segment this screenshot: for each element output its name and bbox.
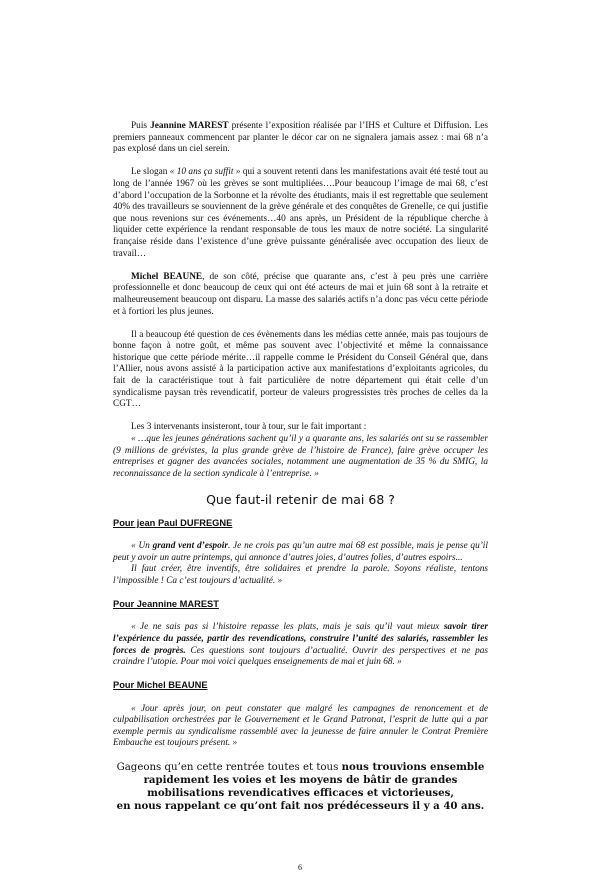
paragraph-intervenants: Les 3 intervenants insisteront, tour à tour, sur le fait important : xyxy=(131,422,367,433)
document-body xyxy=(113,121,488,813)
closing-statement xyxy=(113,761,488,813)
quote-jeunes-generations: « …que les jeunes générations sachent qu’il y a quarante ans, les salariés ont su se rassembler (9 millions de grévistes, la plus grande grève de l’histoire de France), faire grève occuper les entreprises et gagner des avancées sociales, notamment une augmentation de 35 % du SMIG, la reconnaissance de la section syndicale à l’entreprise. » xyxy=(113,434,488,479)
name-beaune: Michel BEAUNE xyxy=(131,271,203,282)
text: « Un xyxy=(131,541,153,552)
speaker-heading-beaune: Pour Michel BEAUNE xyxy=(113,680,208,691)
text: Puis xyxy=(131,121,151,131)
emphasis: savoir tirer l’expérience du passée, partir des revendications, construire l’unité des salariés, rassembler les forces de progrès. xyxy=(113,622,488,656)
slogan: « 10 ans ça suffit » xyxy=(169,167,241,178)
quote-dufregne-2: Il faut créer, être inventifs, être solidaires et prendre la parole. Soyons réaliste, tentons l’impossible ! Ca c’est toujours d’actualité. » xyxy=(113,564,488,586)
text: , de son côté, précise que quarante ans, c’est à peu près une carrière professionnelle et donc beaucoup de ceux qui ont été acteurs de mai et juin 68 sont à la retraite et malheureusement beaucoup ont disparu. La masse des salariés actifs n’a donc pas vécu cette période et à fortiori les plus jeunes. xyxy=(113,271,488,317)
emphasis: grand vent d’espoir xyxy=(152,541,228,552)
quote-marest xyxy=(113,622,488,668)
paragraph-slogan xyxy=(113,167,488,260)
quote-dufregne xyxy=(113,541,488,564)
emphasis: nous trouvions ensemble rapidement les voies et les moyens de bâtir de grandes mobilisations revendicatives efficaces et victorieuses, xyxy=(143,761,485,800)
section-title: Que faut-il retenir de mai 68 ? xyxy=(206,492,395,507)
speaker-heading-dufregne: Pour jean Paul DUFREGNE xyxy=(113,518,233,528)
text: . Je ne crois pas qu’un autre mai 68 est possible, mais je pense qu’il peut y avoir un autre printemps, qui annonce d’autres joies, d’autres folies, d’autres espoirs... xyxy=(113,541,488,563)
text: Le slogan xyxy=(131,167,170,178)
page-number: 6 xyxy=(298,863,302,873)
paragraph-exposition xyxy=(113,121,488,156)
paragraph-beaune xyxy=(113,272,488,318)
text: « Je ne sais pas si l’histoire repasse les plats, mais je sais qu’il vaut mieux xyxy=(131,622,444,633)
speaker-heading-marest: Pour Jeannine MAREST xyxy=(113,599,219,610)
text: qui a souvent retenti dans les manifestations avait été testé tout au long de l’année 1967 où les grèves se sont multipliées….Pour beaucoup l’image de mai 68, c’est d’abord l’occupation de la Sorbonne et la révolte des étudiants, mais il est regrettable que seulement 40% des travailleurs se souviennent de la grève générale et des conquêtes de Grenelle, ce qui justifie que nous revenions sur ces événements…40 ans après, un Président de la république cherche à liquider cette expérience la rendant responsable de tous les maux de notre société. La singularité française réside dans l’existence d’une grève puissante généralisée avec occupation des lieux de travail… xyxy=(113,167,488,259)
text: Gageons qu’en cette rentrée toutes et tous xyxy=(116,762,342,774)
emphasis: en nous rappelant ce qu’ont fait nos prédécesseurs il y a 40 ans. xyxy=(116,800,485,813)
text: Ces questions sont toujours d’actualité. Ouvrir des perspectives et ne pas craindre l’utopie. Pour moi voici quelques enseignements de mai et juin 68. » xyxy=(113,645,488,668)
name-marest: Jeannine MAREST xyxy=(150,121,229,131)
paragraph-medias: Il a beaucoup été question de ces évènements dans les médias cette année, mais pas toujours de bonne façon à notre goût, et même pas souvent avec l’objectivité et même la connaissance historique que cette période mérite…il rappelle comme le Président du Conseil Général que, dans l’Allier, nous avons assisté à la participation active aux manifestations d’exploitants agricoles, du fait de la caractéristique tout à fait particulière de notre département qui était celle d’un syndicalisme paysan très revendicatif, porteur de valeurs progressistes très proches de celles da la CGT… xyxy=(113,329,488,410)
quote-beaune: « Jour après jour, on peut constater que malgré les campagnes de renoncement et de culpabilisation orchestrées par le Gouvernement et le Grand Patronat, l’esprit de lutte qui a par exemple permis au syndicalisme rassemblé avec la jeunesse de faire annuler le Contrat Première Embauche est toujours présent. » xyxy=(113,703,488,749)
text: présente l’exposition réalisée par l’IHS et Culture et Diffusion. Les premiers panneaux commencent par planter le décor car on ne signalera jamais assez : mai 68 n’a pas explosé dans un ciel serein. xyxy=(113,121,488,155)
